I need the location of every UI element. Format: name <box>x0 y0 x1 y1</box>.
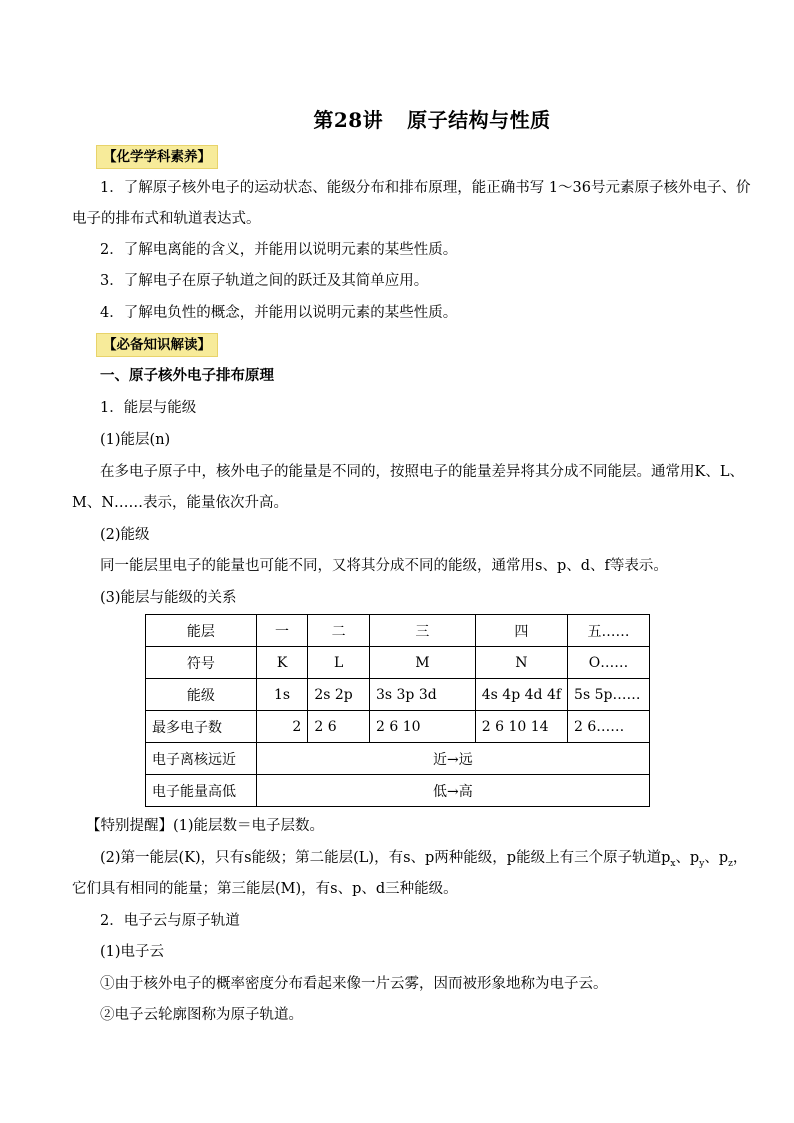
row-header-max-electrons: 最多电子数 <box>146 711 257 743</box>
cell-max-electrons-3: 2 6 10 <box>369 711 475 743</box>
row-header-symbol: 符号 <box>146 647 257 679</box>
cell-symbol-5: O…… <box>568 647 650 679</box>
goal-line-1: 1．了解原子核外电子的运动状态、能级分布和排布原理，能正确书写 1～36号元素原子核外电子、价 <box>100 180 751 196</box>
subheading-electron-cloud: 2．电子云与原子轨道 <box>100 913 240 929</box>
cell-layer-2: 二 <box>308 615 370 647</box>
table-row <box>146 743 650 775</box>
table-row <box>146 711 650 743</box>
paragraph-layer-line-1: 在多电子原子中，核外电子的能量是不同的，按照电子的能量差异将其分成不同能层。通常用K、L、 <box>100 464 744 480</box>
paragraph-sublevel-line: 同一能层里电子的能量也可能不同，又将其分成不同的能级，通常用s、p、d、f等表示。 <box>100 558 668 574</box>
note-line-2: (2)第一能层(K)，只有s能级；第二能层(L)，有s、p两种能级，p能级上有三个原子轨道$p_x$、$p_y$、$p_z$， <box>100 850 748 869</box>
table-row <box>146 775 650 807</box>
row-header-layer: 能层 <box>146 615 257 647</box>
cell-sublevel-5: 5s 5p…… <box>568 679 650 711</box>
row-header-sublevel: 能级 <box>146 679 257 711</box>
lecture-topic: 原子结构与性质 <box>407 108 551 132</box>
table-row <box>146 615 650 647</box>
cell-distance: 近→远 <box>256 743 649 775</box>
page-title <box>0 104 794 133</box>
electron-cloud-line-2: ②电子云轮廓图称为原子轨道。 <box>100 1007 303 1023</box>
row-header-distance: 电子离核远近 <box>146 743 257 775</box>
paragraph-head-relation: (3)能层与能级的关系 <box>100 590 237 606</box>
orbital-sub-x: x <box>670 858 676 869</box>
paragraph-head-electron-cloud: (1)电子云 <box>100 944 165 960</box>
paragraph-head-layer: (1)能层(n) <box>100 432 171 448</box>
section-tag-literacy: 【化学学科素养】 <box>96 145 218 169</box>
cell-energy: 低→高 <box>256 775 649 807</box>
orbital-sub-z: z <box>728 858 733 869</box>
heading-electron-arrangement: 一、原子核外电子排布原理 <box>100 367 274 384</box>
goal-line-3: 3．了解电子在原子轨道之间的跃迁及其简单应用。 <box>100 273 429 289</box>
goal-line-4: 4．了解电负性的概念，并能用以说明元素的某些性质。 <box>100 305 458 321</box>
lecture-number: 第28讲 <box>313 108 384 132</box>
note-line-3: 它们具有相同的能量；第三能层(M)，有s、p、d三种能级。 <box>72 881 458 897</box>
subheading-layers-levels: 1．能层与能级 <box>100 400 197 416</box>
row-header-energy: 电子能量高低 <box>146 775 257 807</box>
cell-symbol-4: N <box>475 647 567 679</box>
paragraph-head-sublevel: (2)能级 <box>100 527 150 543</box>
note-line-1: 【特别提醒】(1)能层数＝电子层数。 <box>86 818 325 834</box>
cell-max-electrons-5: 2 6…… <box>568 711 650 743</box>
cell-layer-3: 三 <box>369 615 475 647</box>
cell-layer-1: 一 <box>256 615 308 647</box>
cell-sublevel-4: 4s 4p 4d 4f <box>475 679 567 711</box>
cell-max-electrons-4: 2 6 10 14 <box>475 711 567 743</box>
cell-symbol-3: M <box>369 647 475 679</box>
cell-sublevel-3: 3s 3p 3d <box>369 679 475 711</box>
goal-line-1-cont: 电子的排布式和轨道表达式。 <box>72 211 261 227</box>
cell-layer-5: 五…… <box>568 615 650 647</box>
electron-cloud-line-1: ①由于核外电子的概率密度分布看起来像一片云雾，因而被形象地称为电子云。 <box>100 976 608 992</box>
cell-max-electrons-1: 2 <box>256 711 308 743</box>
goal-line-2: 2．了解电离能的含义，并能用以说明元素的某些性质。 <box>100 242 458 258</box>
layer-level-table <box>145 614 650 807</box>
cell-sublevel-1: 1s <box>256 679 308 711</box>
section-tag-knowledge: 【必备知识解读】 <box>96 333 218 357</box>
cell-symbol-2: L <box>308 647 370 679</box>
paragraph-layer-line-2: M、N……表示，能量依次升高。 <box>72 495 289 511</box>
cell-sublevel-2: 2s 2p <box>308 679 370 711</box>
table-row <box>146 679 650 711</box>
table-row <box>146 647 650 679</box>
cell-layer-4: 四 <box>475 615 567 647</box>
orbital-sub-y: y <box>699 858 705 869</box>
cell-max-electrons-2: 2 6 <box>308 711 370 743</box>
cell-symbol-1: K <box>256 647 308 679</box>
